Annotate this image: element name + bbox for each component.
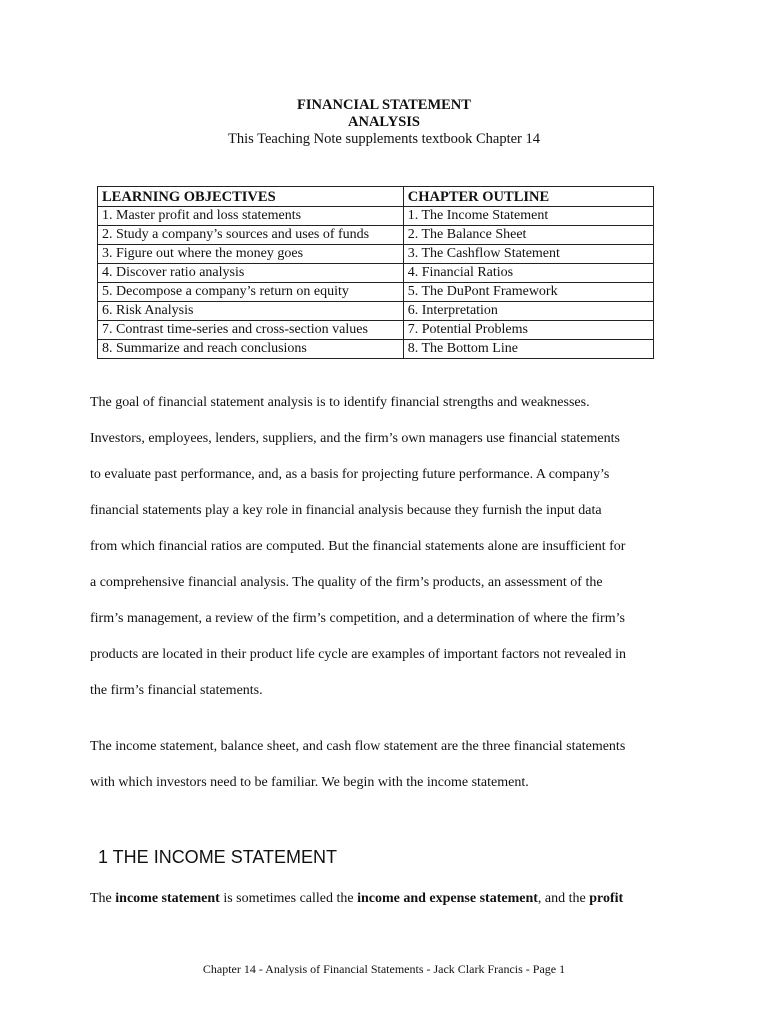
paragraph-line: a comprehensive financial analysis. The quality of the firm’s products, an assessment of the [90,575,603,590]
table-row [98,321,654,340]
text-run: is sometimes called the [219,891,358,906]
table-row [98,264,654,283]
table-row [98,207,654,226]
table-cell: 6. Risk Analysis [98,302,404,321]
table-cell: 8. The Bottom Line [403,340,653,359]
table-cell: 4. Discover ratio analysis [98,264,404,283]
paragraph-line: financial statements play a key role in financial analysis because they furnish the input data [90,503,602,518]
table-cell: 3. The Cashflow Statement [403,245,653,264]
text-run: The [90,891,116,906]
document-title-line2: ANALYSIS [348,114,420,130]
section-heading-income-statement: 1 THE INCOME STATEMENT [98,847,338,867]
title-block [0,97,768,148]
paragraph-line: firm’s management, a review of the firm’s competition, and a determination of where the firm’s [90,611,625,626]
paragraph-line: the firm’s financial statements. [90,683,263,698]
table-row [98,226,654,245]
table-cell: 3. Figure out where the money goes [98,245,404,264]
paragraph-line: products are located in their product life cycle are examples of important factors not revealed in [90,647,627,662]
table-cell: 5. The DuPont Framework [403,283,653,302]
paragraph-intro [90,385,680,709]
table-cell: 2. The Balance Sheet [403,226,653,245]
table-row [98,340,654,359]
document-title-line1: FINANCIAL STATEMENT [297,97,471,113]
bold-term: profit [589,891,624,906]
table-cell: 4. Financial Ratios [403,264,653,283]
paragraph-line: to evaluate past performance, and, as a basis for projecting future performance. A company’s [90,467,610,482]
table-cell: 8. Summarize and reach conclusions [98,340,404,359]
table-row [98,283,654,302]
paragraph-line: from which financial ratios are computed. But the financial statements alone are insufficient for [90,539,626,554]
bold-term: income statement [115,891,220,906]
paragraph-line: The goal of financial statement analysis is to identify financial strengths and weaknesses. [90,395,590,410]
bold-term: income and expense statement [357,891,538,906]
table-cell: 2. Study a company’s sources and uses of funds [98,226,404,245]
paragraph-line: The income statement, balance sheet, and cash flow statement are the three financial statements [90,739,626,754]
table-header-objectives: LEARNING OBJECTIVES [98,187,404,207]
objectives-outline-table [97,186,654,359]
table-row [98,302,654,321]
table-cell: 7. Potential Problems [403,321,653,340]
table-cell: 1. The Income Statement [403,207,653,226]
table-cell: 7. Contrast time-series and cross-section values [98,321,404,340]
paragraph-line: Investors, employees, lenders, suppliers, and the firm’s own managers use financial statements [90,431,620,446]
paragraph-line: with which investors need to be familiar. We begin with the income statement. [90,775,529,790]
table-header-outline: CHAPTER OUTLINE [403,187,653,207]
page-footer: Chapter 14 - Analysis of Financial Statements - Jack Clark Francis - Page 1 [202,962,566,976]
table-row [98,245,654,264]
document-subtitle: This Teaching Note supplements textbook Chapter 14 [227,131,541,147]
paragraph-income-statement-intro [90,885,623,913]
table-header-row [98,187,654,207]
text-run: , and the [537,891,590,906]
table-cell: 1. Master profit and loss statements [98,207,404,226]
paragraph-statements [90,729,680,801]
table-cell: 5. Decompose a company’s return on equity [98,283,404,302]
table-cell: 6. Interpretation [403,302,653,321]
